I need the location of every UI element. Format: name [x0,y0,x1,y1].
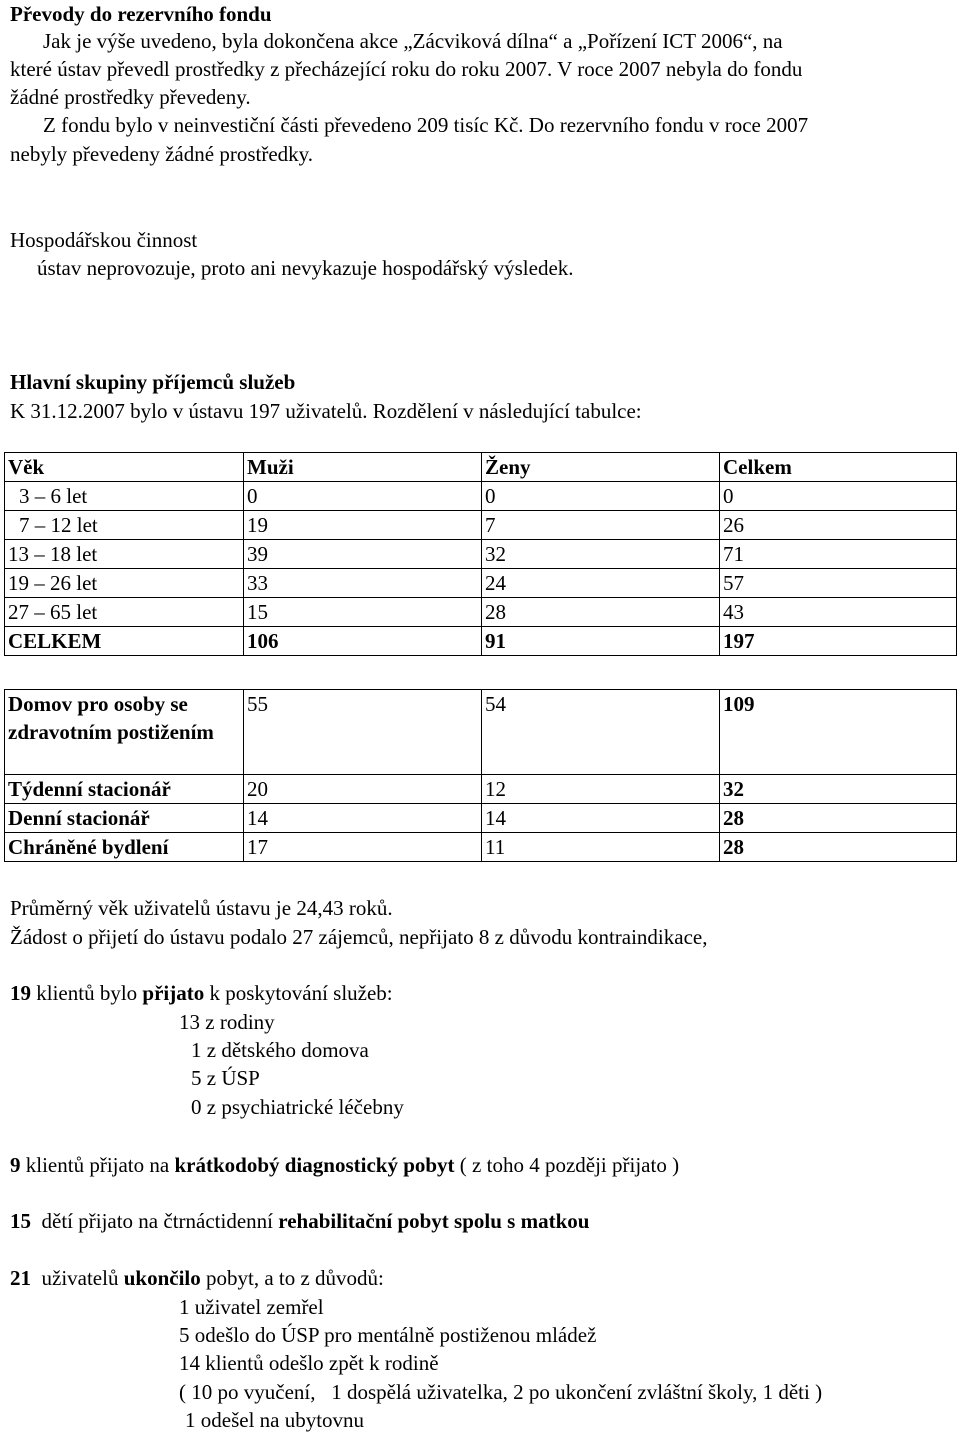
table-row [5,775,957,804]
ended-item: 1 odešel na ubytovnu [185,1408,365,1432]
ended-count: 21 [10,1266,31,1290]
table-cell: 27 – 65 let [5,598,244,627]
reserve-line-2: které ústav převedl prostředky z přecházející roku do roku 2007. V roce 2007 nebyla do fondu [10,57,803,81]
admitted-text-2: přijato [142,981,205,1005]
admitted-item: 5 z ÚSP [191,1066,260,1090]
table-cell: 13 – 18 let [5,540,244,569]
table-cell: 32 [720,775,957,804]
table-cell: 15 [244,598,482,627]
groups-title: Hlavní skupiny příjemců služeb [10,370,296,394]
groups-intro-a: K 31.12.2007 bylo v ústavu 197 uživatelů. [10,399,368,423]
age-table-header: Věk [5,453,244,482]
table-row [5,482,957,511]
admitted-text-1: klientů bylo [36,981,138,1005]
table-cell: 55 [244,690,482,775]
admitted-item: 0 z psychiatrické léčebny [191,1095,404,1119]
table-row [5,569,957,598]
diag-count: 9 [10,1153,21,1177]
table-cell: 26 [720,511,957,540]
table-cell: Denní stacionář [5,804,244,833]
table-cell: 39 [244,540,482,569]
diag-text-1: klientů přijato na [25,1153,170,1177]
table-row [5,511,957,540]
table-cell: 28 [720,804,957,833]
age-table-header: Celkem [720,453,957,482]
ended-item: 1 uživatel zemřel [179,1295,324,1319]
table-cell: 20 [244,775,482,804]
table-row [5,833,957,862]
table-cell: 197 [720,627,957,656]
ended-text-1: uživatelů [41,1266,119,1290]
groups-intro-b: Rozdělení v následující tabulce: [372,399,642,423]
table-row [5,690,957,775]
table-row [5,540,957,569]
reserve-title: Převody do rezervního fondu [10,2,272,26]
table-cell: 14 [482,804,720,833]
economic-line-2: ústav neprovozuje, proto ani nevykazuje hospodářský výsledek. [37,256,574,280]
applications-text: Žádost o přijetí do ústavu podalo 27 zájemců, nepřijato 8 z důvodu kontraindikace, [10,925,708,949]
groups-intro [10,397,642,425]
table-row [5,804,957,833]
diag-line [10,1151,679,1179]
table-cell: 54 [482,690,720,775]
table-cell: Domov pro osoby se zdravotním postižením [5,690,244,775]
table-cell: 19 – 26 let [5,569,244,598]
age-table-header-row [5,453,957,482]
table-cell: 12 [482,775,720,804]
rehab-text-2: rehabilitační pobyt spolu s matkou [278,1209,590,1233]
ended-text-3: pobyt, a to z důvodů: [206,1266,384,1290]
table-cell: 28 [482,598,720,627]
table-cell: 0 [244,482,482,511]
table-cell: 33 [244,569,482,598]
table-cell: 109 [720,690,957,775]
table-cell: 7 [482,511,720,540]
table-cell: 24 [482,569,720,598]
facility-table [4,689,957,862]
ended-text-2: ukončilo [123,1266,201,1290]
table-cell: 71 [720,540,957,569]
avg-age-text: Průměrný věk uživatelů ústavu je 24,43 roků. [10,896,393,920]
table-total-row [5,627,957,656]
table-cell: 17 [244,833,482,862]
admitted-item: 1 z dětského domova [191,1038,369,1062]
age-table-header: Ženy [482,453,720,482]
ended-item: 14 klientů odešlo zpět k rodině [179,1351,439,1375]
table-cell: 91 [482,627,720,656]
table-cell: 106 [244,627,482,656]
reserve-line-4: Z fondu bylo v neinvestiční části převedeno 209 tisíc Kč. Do rezervního fondu v roce 2007 [43,113,809,137]
ended-line [10,1264,384,1292]
table-cell: 0 [482,482,720,511]
table-cell: 3 – 6 let [5,482,244,511]
ended-item: ( 10 po vyučení, 1 dospělá uživatelka, 2 po ukončení zvláštní školy, 1 děti ) [179,1380,823,1404]
age-table-header: Muži [244,453,482,482]
rehab-text-1: dětí přijato na čtrnáctidenní [41,1209,273,1233]
table-cell: 7 – 12 let [5,511,244,540]
reserve-line-5: nebyly převedeny žádné prostředky. [10,142,314,166]
diag-text-3: ( z toho 4 později přijato ) [459,1153,680,1177]
diag-text-2: krátkodobý diagnostický pobyt [174,1153,455,1177]
economic-line-1: Hospodářskou činnost [10,228,198,252]
table-cell: 43 [720,598,957,627]
table-cell: Chráněné bydlení [5,833,244,862]
age-table [4,452,957,656]
rehab-line [10,1207,589,1235]
admitted-item: 13 z rodiny [179,1010,275,1034]
admitted-line [10,979,393,1007]
ended-item: 5 odešlo do ÚSP pro mentálně postiženou mládež [179,1323,597,1347]
table-cell: 32 [482,540,720,569]
reserve-line-1: Jak je výše uvedeno, byla dokončena akce „Zácviková dílna“ a „Pořízení ICT 2006“, na [43,29,783,53]
table-cell: 28 [720,833,957,862]
admitted-count: 19 [10,981,31,1005]
table-cell: CELKEM [5,627,244,656]
admitted-text-3: k poskytování služeb: [209,981,393,1005]
table-cell: 19 [244,511,482,540]
table-cell: 0 [720,482,957,511]
table-row [5,598,957,627]
table-cell: Týdenní stacionář [5,775,244,804]
rehab-count: 15 [10,1209,31,1233]
table-cell: 57 [720,569,957,598]
table-cell: 14 [244,804,482,833]
table-cell: 11 [482,833,720,862]
reserve-line-3: žádné prostředky převedeny. [10,85,251,109]
